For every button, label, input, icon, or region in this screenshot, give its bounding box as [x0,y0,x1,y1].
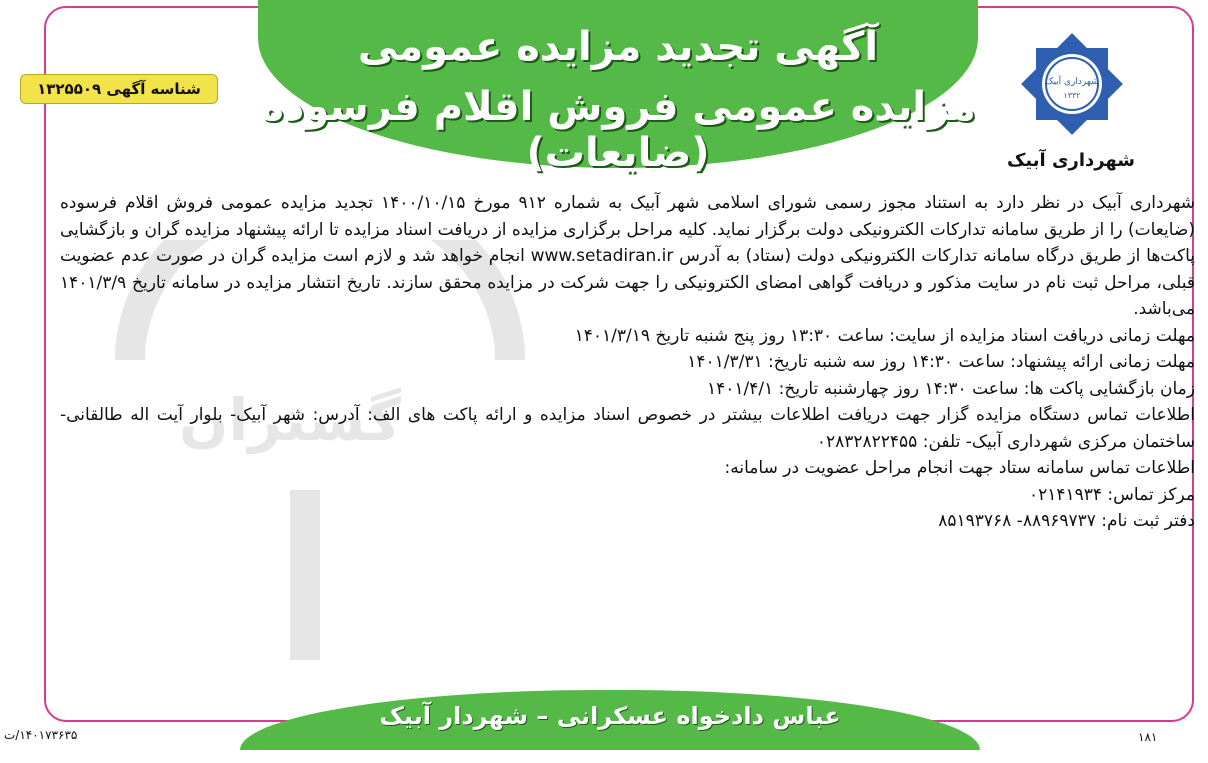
ad-code: ۱۴۰۱۷۳۶۳۵/ت [4,728,78,742]
municipality-logo [998,28,1148,144]
intro-paragraph: شهرداری آبیک در نظر دارد به استناد مجوز رسمی شورای اسلامی شهر آبیک به شماره ۹۱۲ مورخ ۱۴۰۰/۱۰/۱۵ تجدید مزایده عمومی فروش اقلام فرسوده (ضایعات) را از طریق سامانه تدارکات الکترونیکی دولت برگزار نماید. کلیه مراحل برگزاری مزایده از دریافت اسناد مزایده تا ارائه پیشنهاد مزایده گران و بازگشایی پاکت‌ها از طریق درگاه سامانه تدارکات الکترونیکی دولت (ستاد) به آدرس www.setadiran.ir انجام خواهد شد و لازم است مزایده گران در صورت عدم عضویت قبلی، مراحل ثبت نام در سایت مذکور و دریافت گواهی امضای الکترونیکی را جهت شرکت در مزایده محقق سازند. تاریخ انتشار مزایده در سامانه تاریخ ۱۴۰۱/۳/۹ می‌باشد. [60,193,1195,319]
registration-office: دفتر ثبت نام: ۸۸۹۶۹۷۳۷- ۸۵۱۹۳۷۶۸ [938,511,1195,531]
page-number: ۱۸۱ [1138,730,1158,744]
watermark-text: گستران [179,386,401,454]
opening-time: زمان بازگشایی پاکت ها: ساعت ۱۴:۳۰ روز چهارشنبه تاریخ: ۱۴۰۱/۴/۱ [707,378,1195,399]
ad-body [60,190,1195,535]
logo-year: ۱۳۳۲ [1063,91,1081,100]
contact-setad-heading: اطلاعات تماس سامانه ستاد جهت انجام مراحل عضویت در سامانه: [724,458,1195,478]
logo-inner-text: شهرداری آبیک [1045,77,1099,87]
deadline-offer: مهلت زمانی ارائه پیشنهاد: ساعت ۱۴:۳۰ روز سه شنبه تاریخ: ۱۴۰۱/۳/۳۱ [687,352,1195,372]
deadline-docs: مهلت زمانی دریافت اسناد مزایده از سایت: ساعت ۱۳:۳۰ روز پنج شنبه تاریخ ۱۴۰۱/۳/۱۹ [574,325,1195,346]
mayor-signature: عباس دادخواه عسکرانی – شهردار آبیک [379,702,841,730]
logo-caption: شهرداری آبیک [1006,150,1136,171]
ad-title: آگهی تجدید مزایده عمومی [357,24,879,70]
ad-id-badge: شناسه آگهی ۱۳۲۵۵۰۹ [20,74,218,104]
call-center: مرکز تماس: ۰۲۱۴۱۹۳۴ [1028,484,1195,505]
eight-point-star-icon [1016,28,1128,140]
contact-auctioneer: اطلاعات تماس دستگاه مزایده گزار جهت دریافت اطلاعات بیشتر در خصوص اسناد مزایده و ارائه پاکت های الف: آدرس: شهر آبیک- بلوار آیت اله طالقانی- ساختمان مرکزی شهرداری آبیک- تلفن: ۰۲۸۳۲۸۲۲۴۵۵ [60,405,1195,452]
ad-subtitle: مزایده عمومی فروش اقلام فرسوده (ضایعات) [260,84,976,176]
